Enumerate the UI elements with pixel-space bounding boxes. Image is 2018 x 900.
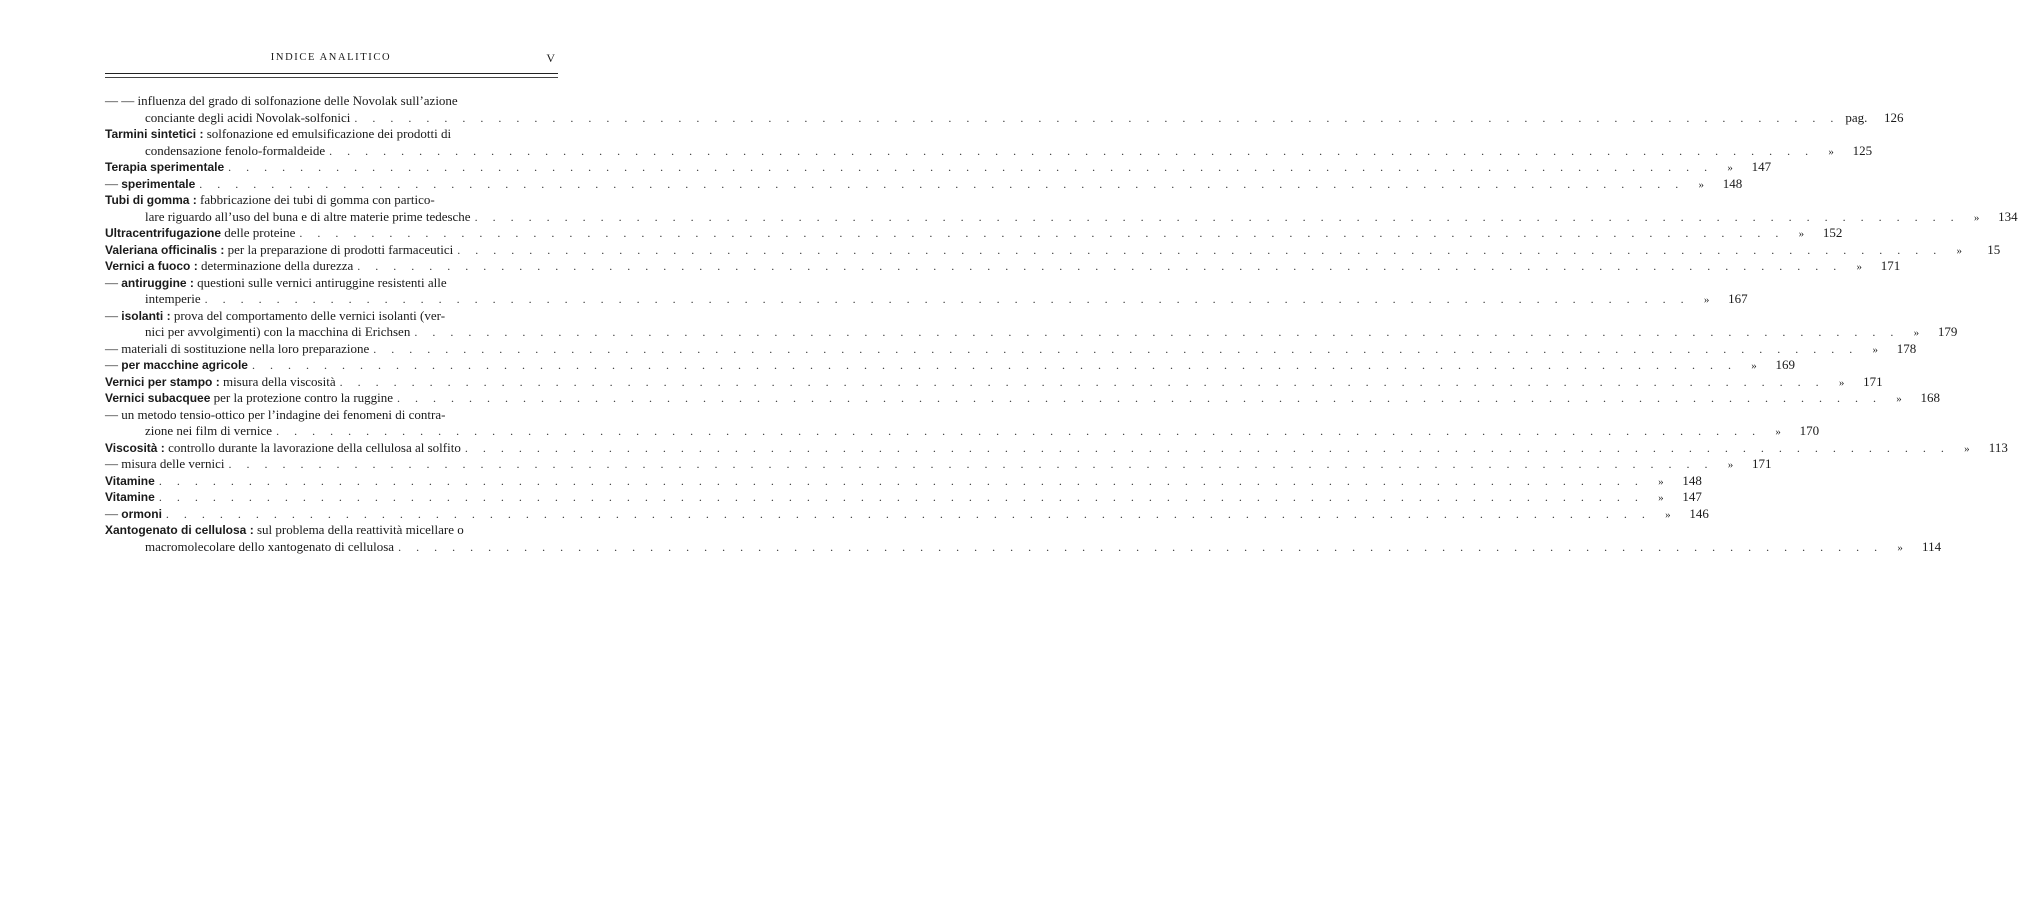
entry-term: Xantogenato di cellulosa : (105, 523, 254, 537)
entry-text (105, 390, 393, 407)
entry-line (105, 522, 558, 539)
leader-dots (340, 374, 1825, 391)
leader-dots (199, 176, 1684, 193)
entry-term: Vernici per stampo : (105, 374, 220, 389)
leader-dots (414, 324, 1899, 341)
entry-text (105, 341, 369, 358)
index-entry (105, 373, 1883, 391)
page-ref-mark: » (1856, 261, 1863, 273)
entry-description: delle proteine (221, 225, 296, 240)
entry-text (105, 192, 435, 209)
entry-continuation-line (105, 109, 1904, 127)
header-rule (105, 73, 558, 74)
leader-dots (159, 489, 1644, 506)
entry-text (105, 159, 224, 176)
entry-dash: — (105, 505, 118, 521)
page-number: 126 (1883, 109, 1904, 125)
entry-line (105, 175, 1743, 193)
index-entry (105, 274, 1748, 308)
page-number: 171 (1752, 456, 1772, 471)
running-header (105, 52, 557, 68)
page-number: 169 (1775, 357, 1795, 372)
entry-line (105, 407, 558, 424)
entry-text (105, 407, 445, 424)
page-ref-mark: » (1897, 541, 1903, 554)
entry-text (105, 275, 447, 292)
entry-description: misura della viscosità (219, 373, 336, 389)
entry-text (105, 242, 453, 259)
index-entry (105, 192, 2018, 225)
entry-continuation: macromolecolare dello xantogenato di cellulosa (145, 538, 395, 554)
entry-continuation-line (105, 208, 2018, 226)
entry-text (105, 440, 461, 457)
page-number: 171 (1880, 258, 1901, 273)
entry-line (105, 340, 1917, 358)
entry-dash: — (105, 456, 118, 471)
entry-term: Vitamine (105, 490, 155, 504)
leader-dots (159, 473, 1644, 490)
page-number: 170 (1799, 423, 1820, 438)
entry-text (105, 225, 295, 242)
entry-term: per macchine agricole (121, 358, 248, 372)
index-entry (105, 241, 2001, 259)
leader-dots (457, 242, 1942, 259)
entry-dash: — (105, 340, 118, 356)
entry-term: isolanti : (121, 308, 171, 323)
entry-description: fabbricazione dei tubi di gomma con partico- (196, 192, 435, 207)
index-entry (105, 340, 1917, 358)
index-entry (105, 357, 1795, 374)
page-number: 147 (1751, 159, 1772, 174)
entry-description: materiali di sostituzione nella loro preparazione (121, 340, 370, 356)
page-ref-mark: » (1913, 327, 1920, 339)
entry-description: prova del comportamento delle vernici isolanti (ver- (170, 307, 446, 323)
page-ref-mark: » (1751, 360, 1757, 372)
entry-dash: — (105, 274, 118, 290)
index-entry (105, 159, 1772, 176)
page-number: 148 (1682, 472, 1702, 488)
entry-text (105, 93, 458, 110)
entry-description: solfonazione ed emulsificazione dei prodotti di (203, 126, 452, 141)
entry-line (105, 258, 1901, 275)
index-entry (105, 456, 1772, 473)
page-number: 167 (1728, 291, 1748, 306)
entry-dash: — (105, 307, 118, 323)
page-number: 15 (1987, 241, 2001, 257)
entry-term: Ultracentrifugazione (105, 226, 222, 240)
entry-description: sul problema della reattività micellare o (253, 522, 464, 537)
entry-line (105, 439, 2008, 457)
entry-description: per la protezione contro la ruggine (210, 390, 394, 405)
entry-term: Terapia sperimentale (105, 160, 225, 174)
index-entry (105, 522, 1942, 555)
entry-description: un metodo tensio-ottico per l’indagine dei fenomeni di contra- (121, 406, 446, 422)
index-entry (105, 175, 1743, 193)
entry-term: Valeriana officinalis : (105, 242, 225, 257)
entry-text (105, 456, 225, 473)
entry-description: questioni sulle vernici antiruggine resistenti alle (193, 274, 447, 290)
entry-line (105, 126, 558, 143)
leader-dots (252, 357, 1737, 374)
entry-dash: — (105, 175, 118, 191)
entry-continuation: conciante degli acidi Novolak-solfonici (145, 109, 351, 125)
page-number: 168 (1920, 390, 1941, 405)
leader-dots (465, 440, 1950, 457)
entry-term: Tubi di gomma : (105, 193, 197, 207)
page-number: 178 (1896, 340, 1917, 356)
index-entry (105, 225, 1843, 242)
page-ref-mark: » (1838, 376, 1845, 389)
page-ref-mark: » (1703, 294, 1710, 306)
page-ref-mark: » (1658, 475, 1664, 488)
leader-dots (276, 423, 1761, 440)
index-entry (105, 126, 1873, 159)
page-ref-mark: » (1973, 211, 1980, 224)
entry-term: Tarmini sintetici : (105, 127, 204, 141)
index-list (105, 93, 2018, 555)
leader-dots (357, 258, 1842, 275)
entry-description: controllo durante la lavorazione della cellulosa al solfito (164, 439, 461, 455)
entry-line (105, 489, 1702, 506)
page-number: 148 (1722, 175, 1743, 191)
entry-term: sperimentale (121, 176, 196, 191)
page-number: 134 (1998, 208, 2018, 224)
page-number: 179 (1937, 324, 1958, 339)
entry-line (105, 390, 1941, 407)
entry-line (105, 159, 1772, 176)
entry-line (105, 241, 2001, 259)
header-rule-thin (105, 77, 558, 78)
entry-continuation: intemperie (145, 291, 201, 306)
entry-line (105, 505, 1709, 523)
index-entry (105, 505, 1709, 523)
entry-description: per la preparazione di prodotti farmaceutici (224, 241, 454, 257)
entry-text (105, 489, 155, 506)
entry-term: ormoni (121, 506, 162, 521)
entry-dash: — (105, 357, 118, 372)
entry-line (105, 456, 1772, 473)
entry-line (105, 275, 558, 292)
entry-line (105, 308, 558, 325)
leader-dots (228, 159, 1713, 176)
page-ref-mark: » (1956, 244, 1962, 257)
leader-dots (299, 225, 1784, 242)
entry-continuation-line (105, 538, 1942, 556)
page-ref-mark: » (1828, 145, 1834, 158)
leader-dots (398, 539, 1883, 556)
page-ref-mark: » (1665, 508, 1671, 521)
index-entry (105, 390, 1941, 407)
entry-text (105, 357, 248, 374)
entry-text (105, 374, 336, 391)
entry-continuation-line (105, 324, 1958, 341)
page-ref-mark: » (1775, 426, 1781, 438)
entry-line (105, 357, 1795, 374)
entry-continuation: zione nei film di vernice (145, 423, 273, 438)
leader-dots (397, 390, 1882, 407)
entry-line (105, 472, 1702, 490)
entry-continuation-line (105, 142, 1873, 160)
index-entry (105, 439, 2008, 457)
entry-description: determinazione della durezza (197, 258, 354, 273)
entry-line (105, 93, 558, 110)
page-number: 113 (1988, 439, 2008, 455)
entry-text (105, 258, 353, 275)
page-ref-mark: » (1727, 162, 1733, 174)
entry-term: Vernici subacquee (105, 391, 211, 405)
page-number: 146 (1689, 505, 1709, 521)
index-entry (105, 472, 1702, 490)
entry-dash: — — (105, 93, 135, 108)
index-entry (105, 93, 1904, 126)
entry-text (105, 308, 445, 325)
leader-dots (329, 143, 1814, 160)
entry-continuation-line (105, 423, 1820, 440)
entry-text (105, 506, 162, 523)
entry-line (105, 192, 558, 209)
entry-continuation-line (105, 291, 1748, 308)
page-ref-mark: » (1727, 459, 1734, 471)
index-entry (105, 489, 1702, 506)
header-page-number: V (546, 51, 555, 65)
entry-text (105, 522, 464, 539)
entry-description: influenza del grado di solfonazione delle Novolak sull’azione (137, 93, 458, 108)
leader-dots (166, 506, 1651, 523)
entry-line (105, 225, 1843, 242)
page-number: 171 (1863, 373, 1883, 389)
header-title: INDICE ANALITICO (270, 52, 392, 63)
page-ref-mark: » (1964, 442, 1970, 455)
page-number: 147 (1682, 489, 1702, 504)
leader-dots (373, 341, 1858, 358)
leader-dots (229, 456, 1714, 473)
entry-continuation: nici per avvolgimenti) con la macchina di Erichsen (145, 324, 411, 339)
entry-term: Vitamine (105, 473, 155, 488)
entry-term: antiruggine : (121, 275, 194, 290)
entry-dash: — (105, 406, 118, 422)
entry-text (105, 473, 155, 490)
entry-continuation: condensazione fenolo-formaldeide (145, 142, 326, 158)
index-entry (105, 307, 1958, 341)
page-ref-mark: » (1658, 492, 1664, 504)
index-entry (105, 406, 1820, 440)
entry-text (105, 176, 195, 193)
page-ref-mark: » (1698, 178, 1705, 191)
entry-term: Viscosità : (105, 440, 165, 455)
entry-text (105, 126, 451, 143)
page-number: 125 (1852, 142, 1873, 158)
index-entry (105, 258, 1901, 275)
page-number: 114 (1922, 538, 1942, 554)
page-ref-mark: » (1798, 228, 1805, 240)
page-number: 152 (1822, 225, 1843, 240)
entry-description: misura delle vernici (121, 456, 225, 471)
page-ref-mark: pag. (1845, 109, 1868, 125)
leader-dots (475, 209, 1960, 226)
leader-dots (205, 291, 1690, 308)
page-ref-mark: » (1896, 393, 1902, 405)
entry-term: Vernici a fuoco : (105, 259, 198, 273)
page-ref-mark: » (1872, 343, 1878, 356)
leader-dots (354, 110, 1839, 127)
entry-continuation: lare riguardo all’uso del buna e di altre materie prime tedesche (145, 208, 471, 224)
entry-line (105, 373, 1883, 391)
